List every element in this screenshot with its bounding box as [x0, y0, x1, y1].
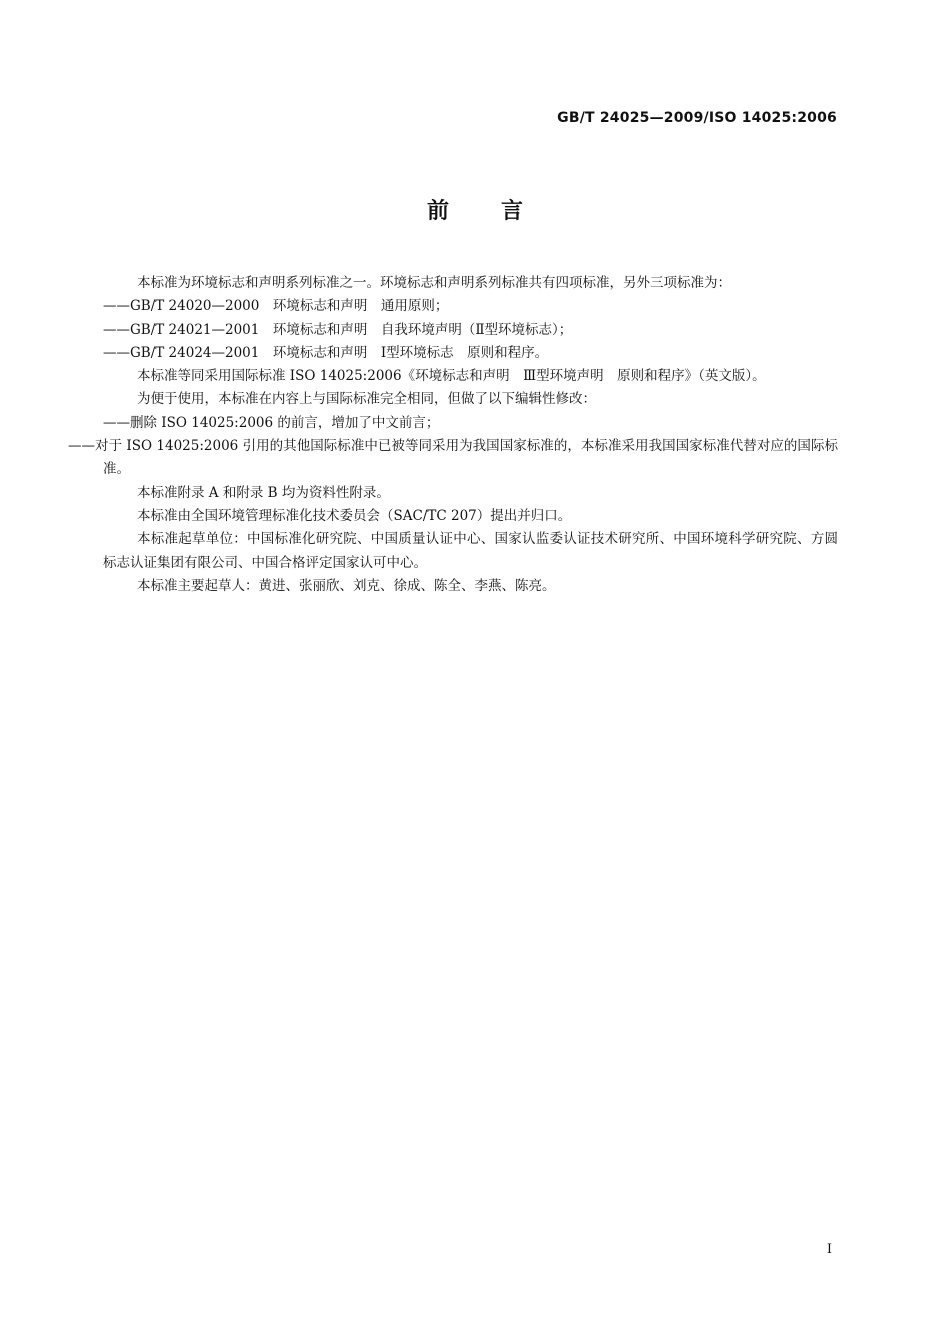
paragraph-editorial-changes: 为便于使用，本标准在内容上与国际标准完全相同，但做了以下编辑性修改：	[137, 391, 596, 408]
paragraph-series-intro: 本标准为环境标志和声明系列标准之一。环境标志和声明系列标准共有四项标准，另外三项标准为：	[137, 275, 731, 291]
page-number: I	[826, 1242, 832, 1257]
paragraph-drafting-units: 本标准起草单位：中国标准化研究院、中国质量认证中心、国家认监委认证技术研究所、中国环境科学研究院、方圆标志认证集团有限公司、中国合格评定国家认可中心。	[103, 531, 838, 571]
paragraph-annexes: 本标准附录 A 和附录 B 均为资料性附录。	[137, 484, 390, 501]
list-item-gbt24024: ——GB/T 24024—2001 环境标志和声明 Ⅰ型环境标志 原则和程序。	[103, 344, 549, 361]
paragraph-adoption: 本标准等同采用国际标准 ISO 14025:2006《环境标志和声明 Ⅲ型环境声明 原则和程序》（英文版）。	[137, 368, 766, 385]
page-title	[0, 194, 950, 225]
paragraph-committee: 本标准由全国环境管理标准化技术委员会（SAC/TC 207）提出并归口。	[137, 507, 572, 524]
standard-code-header: GB/T 24025—2009/ISO 14025:2006	[557, 110, 837, 126]
list-item-gbt24021: ——GB/T 24021—2001 环境标志和声明 自我环境声明（Ⅱ型环境标志）；	[103, 321, 573, 338]
list-item-replace-standards: ——对于 ISO 14025:2006 引用的其他国际标准中已被等同采用为我国国家标准的，本标准采用我国国家标准代替对应的国际标准。	[68, 438, 838, 478]
list-item-gbt24020: ——GB/T 24020—2000 环境标志和声明 通用原则；	[103, 298, 449, 315]
foreword-body	[68, 272, 838, 598]
title-char-2: 言	[501, 199, 524, 224]
title-char-1: 前	[426, 199, 449, 224]
paragraph-drafters: 本标准主要起草人：黄进、张丽欣、刘克、徐成、陈全、李燕、陈亮。	[137, 577, 556, 594]
list-item-delete-foreword: ——删除 ISO 14025:2006 的前言，增加了中文前言；	[103, 414, 440, 431]
